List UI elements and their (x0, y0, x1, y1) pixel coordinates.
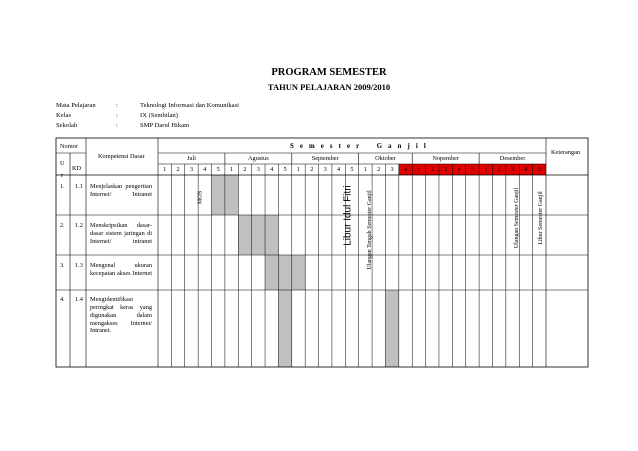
week-number: 1 (230, 166, 234, 173)
row-kompetensi: Menskripsikan dasar-dasar sistem jaringan di Internet/ intranet (90, 222, 152, 245)
week-number: 5 (470, 166, 474, 173)
week-number: 5 (537, 166, 541, 173)
week-number: 3 (390, 166, 394, 173)
month-label: September (311, 155, 339, 162)
shaded-cell (238, 215, 251, 255)
week-number: 4 (457, 166, 461, 173)
week-number: 1 (417, 166, 421, 173)
shaded-cell (278, 290, 291, 367)
month-label: Desember (499, 155, 526, 162)
info-separator: : (116, 112, 118, 119)
header-nomor: Nomor (60, 143, 78, 150)
header-kd: KD (72, 165, 82, 172)
row-kd: 1.1 (75, 183, 83, 190)
header-keterangan: Keterangan (551, 149, 581, 156)
page-subtitle: TAHUN PELAJARAN 2009/2010 (267, 82, 391, 92)
week-number: 3 (189, 166, 194, 173)
info-value: IX (Sembilan) (140, 112, 178, 119)
week-number: 2 (430, 166, 434, 173)
info-label: Sekolah (56, 122, 78, 129)
row-kd: 1.3 (75, 262, 83, 269)
week-number: 2 (310, 166, 314, 173)
shaded-cell (265, 215, 278, 255)
info-separator: : (116, 122, 118, 129)
week-number: 2 (497, 166, 501, 173)
shaded-cell (212, 175, 225, 215)
week-number: 3 (323, 166, 327, 173)
week-number: 1 (296, 166, 301, 173)
week-number: 1 (363, 166, 367, 173)
week-number: 1 (484, 166, 488, 173)
week-number: 2 (243, 166, 247, 173)
row-kompetensi: Mengenal ukuran kecepatan akses Internet (90, 262, 152, 277)
month-label: Agustus (248, 155, 269, 162)
shaded-cell (225, 175, 238, 215)
vlabel-ulangan-semester: Ulangan Semester Ganjil (514, 187, 520, 249)
month-label: Nopember (432, 155, 459, 162)
week-number: 4 (337, 166, 341, 173)
info-label: Mata Pelajaran (56, 102, 96, 109)
row-no: 3. (60, 262, 65, 269)
shaded-cell (265, 255, 278, 290)
shaded-cell (385, 290, 398, 367)
week-number: 3 (444, 166, 448, 173)
header-u: U (60, 160, 65, 167)
page-title: PROGRAM SEMESTER (271, 67, 387, 78)
week-number: 5 (350, 166, 354, 173)
row-kompetensi: Mengidentifikasi peringkat keras yang digunakan dalam mengakses Internet/ Intranet. (90, 296, 152, 335)
week-number: 2 (176, 166, 180, 173)
info-value: Teknologi Informasi dan Komunikasi (140, 102, 239, 109)
row-no: 1. (60, 183, 65, 190)
week-number: 3 (256, 166, 260, 173)
shaded-cell (292, 255, 305, 290)
shaded-cell (278, 255, 291, 290)
week-number: 3 (510, 166, 515, 173)
vlabel-ulangan-tengah-semester: Ulangan Tengah Semester Ganjil (367, 190, 373, 270)
vlabel-libur-idul-fitri: Libur Idul Fitri (342, 185, 354, 246)
row-kd: 1.2 (75, 222, 83, 229)
month-label: Juli (186, 155, 196, 162)
week-number: 5 (283, 166, 287, 173)
info-value: SMP Darul Hikam (140, 122, 190, 129)
header-kompetensi-dasar: Kompetensi Dasar (98, 153, 145, 160)
month-label: Oktober (375, 155, 396, 162)
week-number: 4 (270, 166, 274, 173)
vlabel-libur-semester: Libur Semester Ganjil (538, 191, 544, 245)
header-semester: S e m e s t e r G a n j i l (290, 143, 428, 150)
week-number: 5 (216, 166, 220, 173)
row-kompetensi: Menjelaskan pengertian Internet/ Intranet (90, 183, 152, 198)
week-number: 4 (203, 166, 207, 173)
week-number: 4 (403, 166, 408, 173)
header-r: r (61, 172, 64, 179)
vlabel-mos: MOS (196, 190, 204, 205)
info-label: Kelas (56, 112, 72, 119)
row-kd: 1.4 (75, 296, 83, 303)
info-separator: : (116, 102, 118, 109)
week-number: 1 (163, 166, 167, 173)
week-number: 2 (377, 166, 381, 173)
shaded-cell (252, 215, 265, 255)
row-no: 2. (60, 222, 65, 229)
row-no: 4. (60, 296, 65, 303)
week-number: 4 (524, 166, 528, 173)
